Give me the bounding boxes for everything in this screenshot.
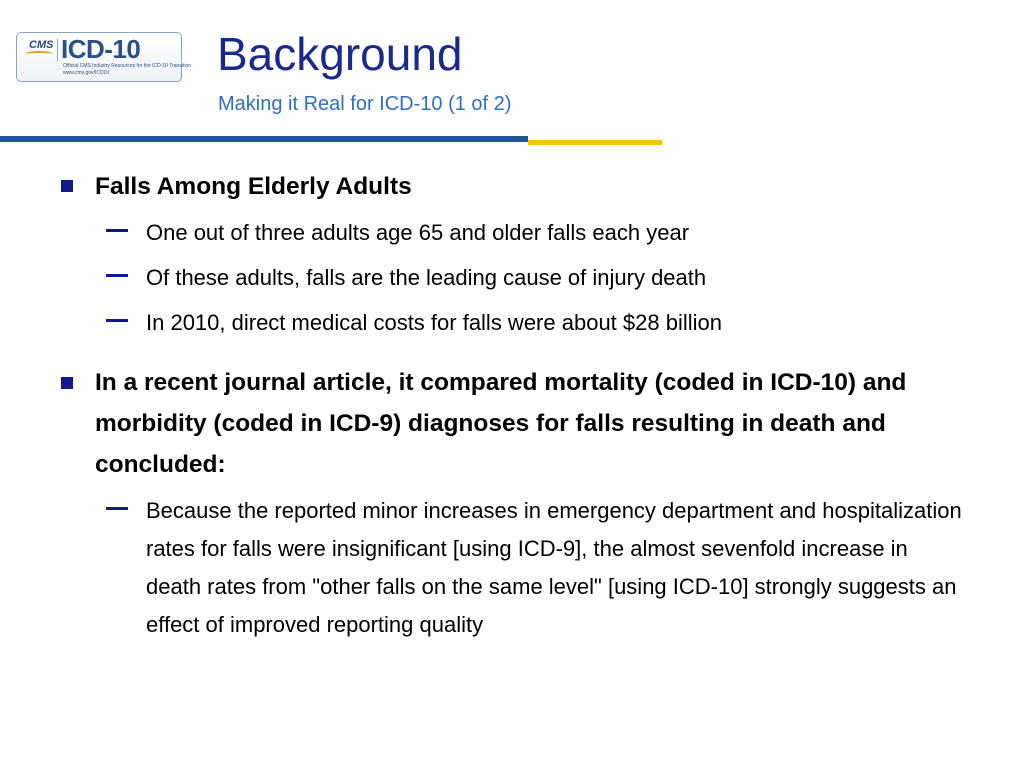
- bullet-1-sub-2: Of these adults, falls are the leading cause of injury death: [146, 265, 707, 290]
- bullet-1-text: Falls Among Elderly Adults: [95, 173, 412, 200]
- dash-icon: [106, 507, 128, 510]
- bullet-1-sub-3: In 2010, direct medical costs for falls were about $28 billion: [146, 310, 722, 335]
- logo-url: www.cms.gov/ICD10: [63, 70, 110, 76]
- bullet-square-icon: [61, 377, 73, 389]
- bullet-2-sub-1: Because the reported minor increases in emergency department and hospitalization rates for falls were insignificant [using ICD-9], the almost sevenfold increase in death rates from "other falls on the same level" [using ICD-10] strongly suggests an effect of improved reporting quality: [146, 498, 962, 637]
- bullet-square-icon: [61, 180, 73, 192]
- dash-icon: [106, 319, 128, 322]
- slide-title: Background: [217, 28, 463, 80]
- dash-icon: [106, 229, 128, 232]
- dash-icon: [106, 274, 128, 277]
- icd10-logo-text: ICD-10: [61, 34, 141, 64]
- logo-tagline: Official CMS Industry Resources for the ICD-10 Transition: [63, 63, 192, 69]
- cms-logo-text: CMS: [29, 39, 54, 51]
- slide-subtitle: Making it Real for ICD-10 (1 of 2): [218, 93, 512, 115]
- bullet-1-sub-1: One out of three adults age 65 and older falls each year: [146, 220, 690, 245]
- bullet-2-text: In a recent journal article, it compared mortality (coded in ICD-10) and morbidity (coded in ICD-9) diagnoses for falls resulting in death and concluded:: [95, 369, 907, 478]
